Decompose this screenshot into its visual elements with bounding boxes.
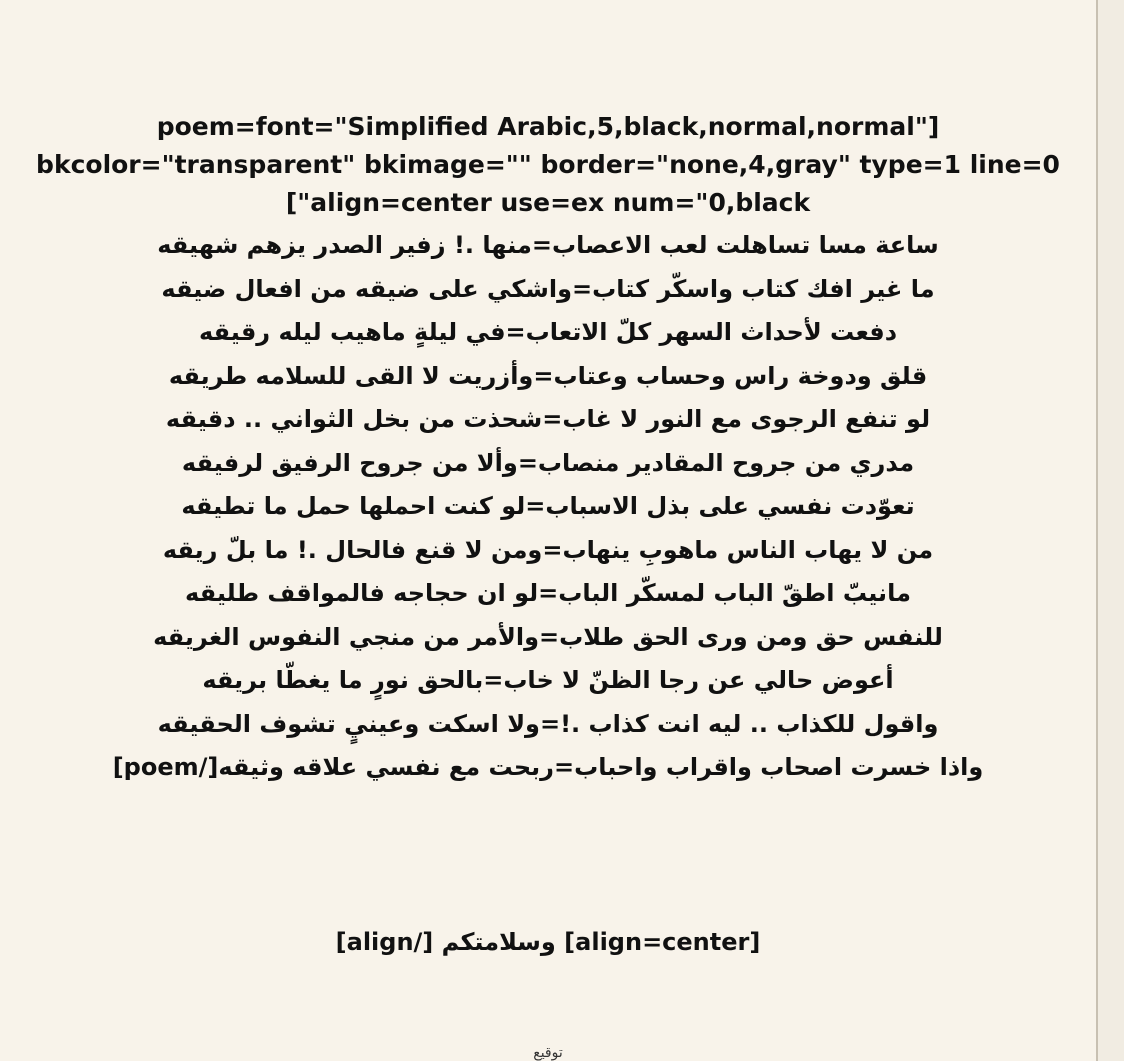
poem-verse: لو تنفع الرجوى مع النور لا غاب=شحذت من بخل الثواني .. دقيقه bbox=[165, 405, 931, 433]
bbcode-align-line: ["align=center use=ex num="0,black bbox=[285, 188, 811, 217]
signature-cut-off: توقيع bbox=[533, 1045, 563, 1061]
poem-verses bbox=[0, 224, 1096, 790]
post-body bbox=[0, 108, 1096, 790]
poem-verse: واقول للكذاب .. ليه انت كذاب .!=ولا اسكت وعينيٍ تشوف الحقيقه bbox=[157, 709, 939, 738]
poem-verse: أعوض حالي عن رجا الظنّ لا خاب=بالحق نورٍ ما يغطّا بريقه bbox=[202, 666, 894, 694]
poem-verse: دفعت لأحداث السهر كلّ الاتعاب=في ليلةٍ ماهيب ليله رقيقه bbox=[198, 318, 898, 346]
poem-verse: ما غير افك كتاب واسكّر كتاب=واشكي على ضيقه من افعال ضيقه bbox=[161, 274, 935, 303]
poem-verse: قلق ودوخة راس وحساب وعتاب=وأزريت لا القى للسلامه طريقه bbox=[168, 361, 928, 390]
bbcode-poem-open-line: poem=font="Simplified Arabic,5,black,normal,normal"] bbox=[156, 112, 940, 141]
poem-verse: مدري من جروح المقادير منصاب=وألا من جروح الرفيق لرفيقه bbox=[181, 448, 915, 477]
poem-verse: ساعة مسا تساهلت لعب الاعصاب=منها .! زفير الصدر يزهم شهيقه bbox=[157, 231, 939, 259]
scroll-gutter[interactable] bbox=[1098, 0, 1124, 1061]
poem-verse: للنفس حق ومن ورى الحق طلاب=والأمر من منجي النفوس الغريقه bbox=[153, 622, 943, 651]
closing-line: [align/] وسلامتكم [align=center] bbox=[335, 928, 761, 956]
poem-verse: من لا يهاب الناس ماهوبِ ينهاب=ومن لا قنع فالحال .! ما بلّ ريقه bbox=[162, 535, 934, 564]
poem-verse-last: واذا خسرت اصحاب واقراب واحباب=ربحت مع نفسي علاقه وثيقه[/poem] bbox=[112, 753, 984, 781]
poem-verse: مانيبّ اطقّ الباب لمسكّر الباب=لو ان حجاجه فالمواقف طليقه bbox=[185, 579, 911, 607]
bbcode-style-line: bkcolor="transparent" bkimage="" border="none,4,gray" type=1 line=0 bbox=[36, 150, 1060, 179]
poem-verse: تعوّدت نفسي على بذل الاسباب=لو كنت احملها حمل ما تطيقه bbox=[181, 492, 915, 520]
